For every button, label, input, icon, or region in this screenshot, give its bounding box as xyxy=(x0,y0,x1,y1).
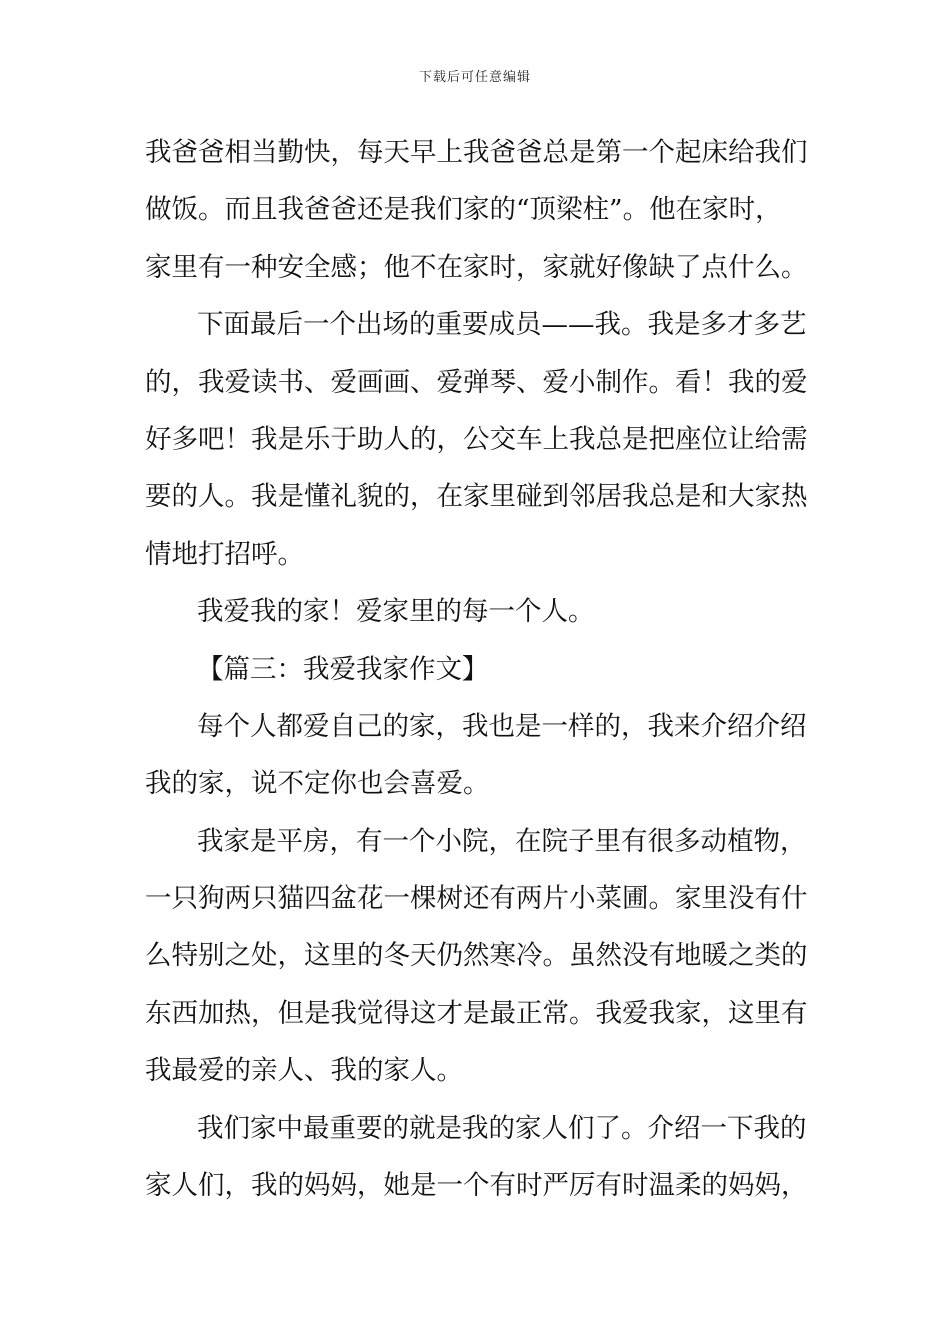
text-line: 的，我爱读书、爱画画、爱弹琴、爱小制作。看！我的爱 xyxy=(145,366,808,398)
text-line: 情地打招呼。 xyxy=(145,538,304,570)
text-line: 要的人。我是懂礼貌的，在家里碰到邻居我总是和大家热 xyxy=(145,481,808,513)
text-line: 家里有一种安全感；他不在家时，家就好像缺了点什么。 xyxy=(145,251,808,283)
document-body xyxy=(145,124,807,1214)
paragraph-start-line: 我家是平房，有一个小院，在院子里有很多动植物， xyxy=(197,825,807,857)
text-line: 么特别之处，这里的冬天仍然寒冷。虽然没有地暖之类的 xyxy=(145,940,808,972)
paragraph-start-line: 下面最后一个出场的重要成员——我。我是多才多艺 xyxy=(197,309,807,341)
text-line: 我的家，说不定你也会喜爱。 xyxy=(145,768,490,800)
text-line: 我爸爸相当勤快，每天早上我爸爸总是第一个起床给我们 xyxy=(145,137,808,168)
paragraph-start-line: 每个人都爱自己的家，我也是一样的，我来介绍介绍 xyxy=(197,710,807,742)
page-header: 下载后可任意编辑 xyxy=(418,70,531,85)
text-line: 做饭。而且我爸爸还是我们家的“顶梁柱”。他在家时， xyxy=(145,194,782,226)
text-line: 我最爱的亲人、我的家人。 xyxy=(145,1055,463,1087)
section-heading: 【篇三：我爱我家作文】 xyxy=(197,653,489,685)
paragraph-start-line: 我们家中最重要的就是我的家人们了。介绍一下我的 xyxy=(197,1112,807,1144)
text-line: 好多吧！我是乐于助人的，公交车上我总是把座位让给需 xyxy=(145,423,808,455)
paragraph-start-line: 我爱我的家！爱家里的每一个人。 xyxy=(197,596,595,628)
text-line: 家人们，我的妈妈，她是一个有时严厉有时温柔的妈妈， xyxy=(145,1170,808,1202)
text-line: 东西加热，但是我觉得这才是最正常。我爱我家，这里有 xyxy=(145,997,808,1029)
text-line: 一只狗两只猫四盆花一棵树还有两片小菜圃。家里没有什 xyxy=(145,883,808,915)
